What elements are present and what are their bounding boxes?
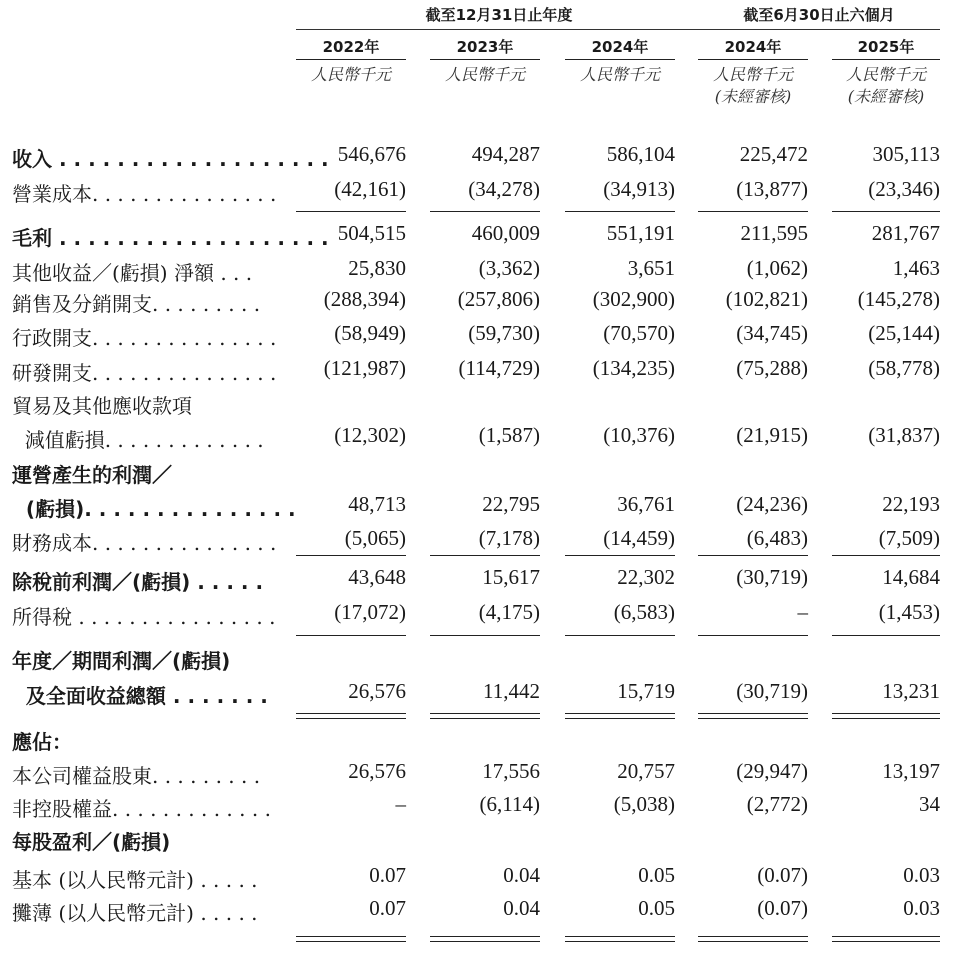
- subtotal-rule: [430, 635, 540, 636]
- cell-value: (0.07): [757, 896, 808, 920]
- subtotal-rule: [832, 211, 940, 212]
- subtotal-rule: [698, 555, 808, 556]
- total-double-rule: [296, 941, 406, 942]
- total-double-rule: [296, 936, 406, 937]
- column-header-rule: [296, 59, 406, 60]
- row-label: 行政開支. . . . . . . . . . . . . . .: [12, 326, 277, 350]
- cell-value: 26,576: [348, 679, 406, 703]
- total-double-rule: [565, 718, 675, 719]
- cell-value: (288,394): [323, 287, 406, 311]
- row-label: 運營產生的利潤／: [12, 463, 172, 487]
- column-unit: 人民幣千元: [579, 65, 660, 84]
- cell-value: 494,287: [471, 142, 540, 166]
- cell-value: (58,949): [334, 321, 406, 345]
- total-double-rule: [296, 713, 406, 714]
- cell-value: 586,104: [606, 142, 675, 166]
- cell-value: 546,676: [337, 142, 406, 166]
- cell-value: (30,719): [736, 565, 808, 589]
- row-label: 應佔：: [12, 730, 72, 754]
- cell-value: 305,113: [872, 142, 940, 166]
- row-label: 減值虧損. . . . . . . . . . . . .: [12, 428, 264, 452]
- cell-value: (17,072): [334, 600, 406, 624]
- cell-value: (13,877): [736, 177, 808, 201]
- total-double-rule: [565, 936, 675, 937]
- cell-value: 0.05: [638, 863, 675, 887]
- cell-value: (75,288): [736, 356, 808, 380]
- cell-value: (24,236): [736, 492, 808, 516]
- cell-value: (1,587): [478, 423, 540, 447]
- cell-value: 22,193: [882, 492, 940, 516]
- cell-value: 211,595: [740, 221, 808, 245]
- column-note: (未經審核): [847, 87, 925, 106]
- cell-value: –: [395, 792, 406, 816]
- column-unit: 人民幣千元: [444, 65, 525, 84]
- cell-value: 17,556: [482, 759, 540, 783]
- cell-value: (23,346): [868, 177, 940, 201]
- row-label: 貿易及其他應收款項: [12, 394, 192, 418]
- cell-value: (257,806): [457, 287, 540, 311]
- cell-value: 48,713: [348, 492, 406, 516]
- cell-value: 36,761: [617, 492, 675, 516]
- total-double-rule: [565, 941, 675, 942]
- total-double-rule: [698, 713, 808, 714]
- cell-value: (30,719): [736, 679, 808, 703]
- total-double-rule: [832, 936, 940, 937]
- cell-value: 0.03: [903, 896, 940, 920]
- cell-value: 0.03: [903, 863, 940, 887]
- cell-value: 1,463: [892, 256, 940, 280]
- total-double-rule: [698, 936, 808, 937]
- group-rule-year: [296, 29, 702, 30]
- subtotal-rule: [430, 211, 540, 212]
- column-year: 2022年: [322, 38, 380, 56]
- cell-value: 43,648: [348, 565, 406, 589]
- column-header-rule: [430, 59, 540, 60]
- cell-value: (302,900): [592, 287, 675, 311]
- cell-value: –: [797, 600, 808, 624]
- cell-value: 225,472: [739, 142, 808, 166]
- cell-value: (58,778): [868, 356, 940, 380]
- cell-value: (4,175): [478, 600, 540, 624]
- total-double-rule: [430, 713, 540, 714]
- cell-value: 22,302: [617, 565, 675, 589]
- cell-value: 15,719: [617, 679, 675, 703]
- subtotal-rule: [296, 211, 406, 212]
- cell-value: (6,483): [746, 526, 808, 550]
- cell-value: (7,509): [878, 526, 940, 550]
- subtotal-rule: [565, 555, 675, 556]
- column-header-rule: [698, 59, 808, 60]
- row-label: 毛利 . . . . . . . . . . . . . . . . . . .: [12, 226, 329, 250]
- cell-value: (2,772): [746, 792, 808, 816]
- cell-value: 0.07: [369, 863, 406, 887]
- column-note: (未經審核): [714, 87, 792, 106]
- column-year: 2023年: [456, 38, 514, 56]
- cell-value: 22,795: [482, 492, 540, 516]
- row-label: 收入 . . . . . . . . . . . . . . . . . . .: [12, 147, 329, 171]
- group-header-half: 截至6月30日止六個月: [743, 6, 895, 24]
- cell-value: 281,767: [871, 221, 940, 245]
- total-double-rule: [698, 718, 808, 719]
- subtotal-rule: [430, 555, 540, 556]
- group-header-year: 截至12月31日止年度: [425, 6, 573, 24]
- cell-value: 15,617: [482, 565, 540, 589]
- cell-value: (121,987): [323, 356, 406, 380]
- total-double-rule: [565, 713, 675, 714]
- row-label: 非控股權益. . . . . . . . . . . . .: [12, 797, 271, 821]
- cell-value: (1,453): [878, 600, 940, 624]
- cell-value: 20,757: [617, 759, 675, 783]
- row-label: 本公司權益股東. . . . . . . . .: [12, 764, 261, 788]
- cell-value: (102,821): [725, 287, 808, 311]
- total-double-rule: [296, 718, 406, 719]
- row-label: (虧損). . . . . . . . . . . . . . .: [12, 497, 296, 521]
- cell-value: 0.07: [369, 896, 406, 920]
- row-label: 除稅前利潤／(虧損) . . . . .: [12, 570, 264, 594]
- cell-value: (42,161): [334, 177, 406, 201]
- row-label: 年度／期間利潤／(虧損): [12, 649, 231, 673]
- cell-value: (70,570): [603, 321, 675, 345]
- row-label: 所得稅 . . . . . . . . . . . . . . . .: [12, 605, 276, 629]
- total-double-rule: [430, 718, 540, 719]
- total-double-rule: [698, 941, 808, 942]
- cell-value: 14,684: [882, 565, 940, 589]
- subtotal-rule: [698, 211, 808, 212]
- cell-value: (25,144): [868, 321, 940, 345]
- row-label: 其他收益／(虧損) 淨額 . . .: [12, 261, 253, 285]
- cell-value: (3,362): [478, 256, 540, 280]
- column-unit: 人民幣千元: [310, 65, 391, 84]
- row-label: 及全面收益總額 . . . . . . .: [12, 684, 268, 708]
- cell-value: (1,062): [746, 256, 808, 280]
- row-label: 攤薄 (以人民幣元計) . . . . .: [12, 901, 258, 925]
- cell-value: 0.04: [503, 896, 540, 920]
- column-year: 2024年: [591, 38, 649, 56]
- subtotal-rule: [832, 635, 940, 636]
- column-header-rule: [832, 59, 940, 60]
- total-double-rule: [832, 941, 940, 942]
- row-label: 銷售及分銷開支. . . . . . . . .: [12, 292, 261, 316]
- subtotal-rule: [296, 635, 406, 636]
- total-double-rule: [430, 941, 540, 942]
- subtotal-rule: [832, 555, 940, 556]
- cell-value: (134,235): [592, 356, 675, 380]
- row-label: 每股盈利／(虧損): [12, 830, 171, 854]
- column-year: 2025年: [857, 38, 915, 56]
- cell-value: (34,278): [468, 177, 540, 201]
- cell-value: 13,231: [882, 679, 940, 703]
- cell-value: (21,915): [736, 423, 808, 447]
- cell-value: 0.05: [638, 896, 675, 920]
- column-unit: 人民幣千元: [845, 65, 926, 84]
- total-double-rule: [832, 718, 940, 719]
- total-double-rule: [430, 936, 540, 937]
- group-rule-half: [698, 29, 940, 30]
- cell-value: (34,745): [736, 321, 808, 345]
- row-label: 財務成本. . . . . . . . . . . . . . .: [12, 531, 277, 555]
- cell-value: (34,913): [603, 177, 675, 201]
- cell-value: (0.07): [757, 863, 808, 887]
- cell-value: 504,515: [337, 221, 406, 245]
- cell-value: (145,278): [857, 287, 940, 311]
- row-label: 基本 (以人民幣元計) . . . . .: [12, 868, 258, 892]
- cell-value: (10,376): [603, 423, 675, 447]
- subtotal-rule: [565, 211, 675, 212]
- cell-value: 25,830: [348, 256, 406, 280]
- cell-value: 34: [919, 792, 940, 816]
- column-year: 2024年: [724, 38, 782, 56]
- total-double-rule: [832, 713, 940, 714]
- subtotal-rule: [296, 555, 406, 556]
- column-header-rule: [565, 59, 675, 60]
- cell-value: (5,065): [344, 526, 406, 550]
- cell-value: (12,302): [334, 423, 406, 447]
- subtotal-rule: [698, 635, 808, 636]
- row-label: 營業成本. . . . . . . . . . . . . . .: [12, 182, 277, 206]
- cell-value: 0.04: [503, 863, 540, 887]
- cell-value: 11,442: [483, 679, 540, 703]
- cell-value: 3,651: [627, 256, 675, 280]
- cell-value: (31,837): [868, 423, 940, 447]
- cell-value: (6,583): [613, 600, 675, 624]
- cell-value: (5,038): [613, 792, 675, 816]
- row-label: 研發開支. . . . . . . . . . . . . . .: [12, 361, 277, 385]
- cell-value: 13,197: [882, 759, 940, 783]
- cell-value: (59,730): [468, 321, 540, 345]
- cell-value: (114,729): [458, 356, 540, 380]
- cell-value: (6,114): [479, 792, 540, 816]
- cell-value: (29,947): [736, 759, 808, 783]
- cell-value: 460,009: [471, 221, 540, 245]
- cell-value: (7,178): [478, 526, 540, 550]
- column-unit: 人民幣千元: [712, 65, 793, 84]
- cell-value: (14,459): [603, 526, 675, 550]
- cell-value: 551,191: [606, 221, 675, 245]
- subtotal-rule: [565, 635, 675, 636]
- cell-value: 26,576: [348, 759, 406, 783]
